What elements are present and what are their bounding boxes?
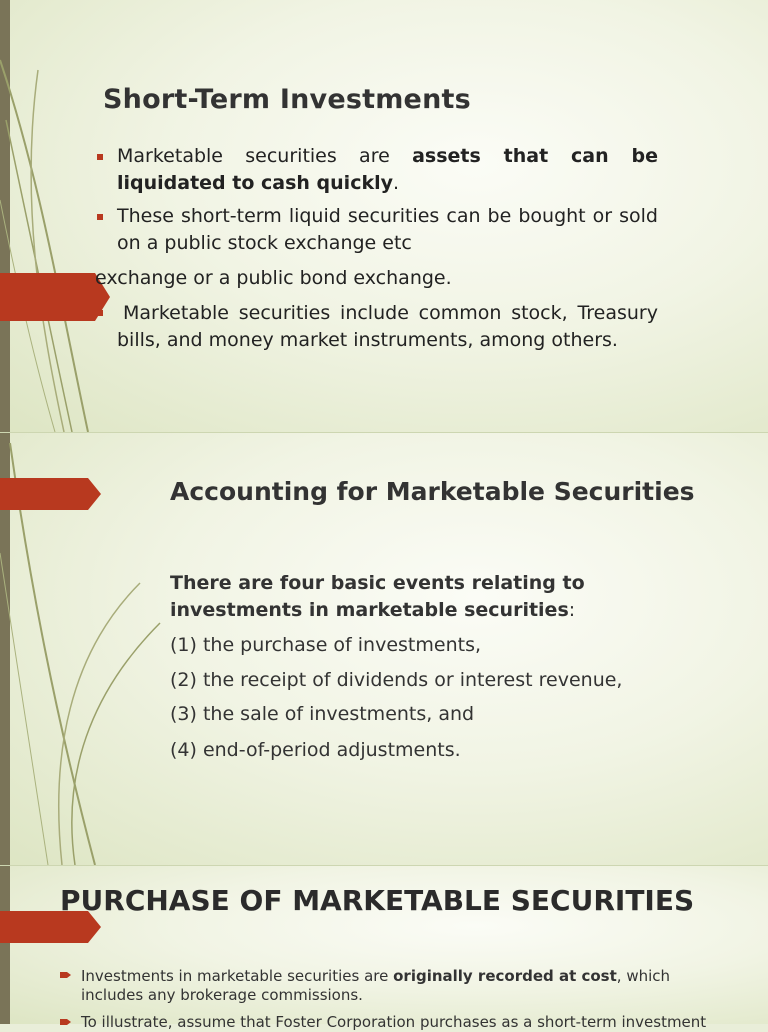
lead-paragraph: There are four basic events relating to investments in marketable securities:: [170, 572, 585, 621]
slide-short-term-investments: [0, 0, 768, 432]
list-item: (3) the sale of investments, and: [170, 703, 475, 725]
bullet-securities-include: Marketable securities include common stock, Treasury bills, and money market instruments, among others.: [117, 302, 658, 351]
overflow-text-line: exchange or a public bond exchange.: [95, 267, 452, 289]
arrow-bullet-icon: [60, 972, 71, 978]
bullet-marker: [97, 214, 103, 220]
bullet-liquid-securities: These short-term liquid securities can be bought or sold on a public stock exchange etc: [117, 205, 658, 254]
slide-title: PURCHASE OF MARKETABLE SECURITIES: [60, 884, 695, 917]
red-arrow-tab: [0, 478, 104, 510]
slide-title: Short-Term Investments: [103, 84, 471, 115]
bullet-originally-recorded: Investments in marketable securities are originally recorded at cost, which includes any brokerage commissions.: [81, 967, 671, 1004]
bullet-to-illustrate: To illustrate, assume that Foster Corporation purchases as a short-term investment: [81, 1013, 707, 1031]
list-item: (2) the receipt of dividends or interest revenue,: [170, 669, 623, 691]
bullet-marker: [97, 154, 103, 160]
list-item: (4) end-of-period adjustments.: [170, 739, 461, 761]
list-item: (1) the purchase of investments,: [170, 634, 482, 656]
left-border-bar: [0, 866, 10, 1024]
bullet-marketable-assets: Marketable securities are assets that can be liquidated to cash quickly.: [117, 145, 658, 194]
bullet-marker: [97, 310, 103, 316]
arrow-bullet-icon: [60, 1019, 71, 1025]
slide-title: Accounting for Marketable Securities: [170, 477, 695, 506]
